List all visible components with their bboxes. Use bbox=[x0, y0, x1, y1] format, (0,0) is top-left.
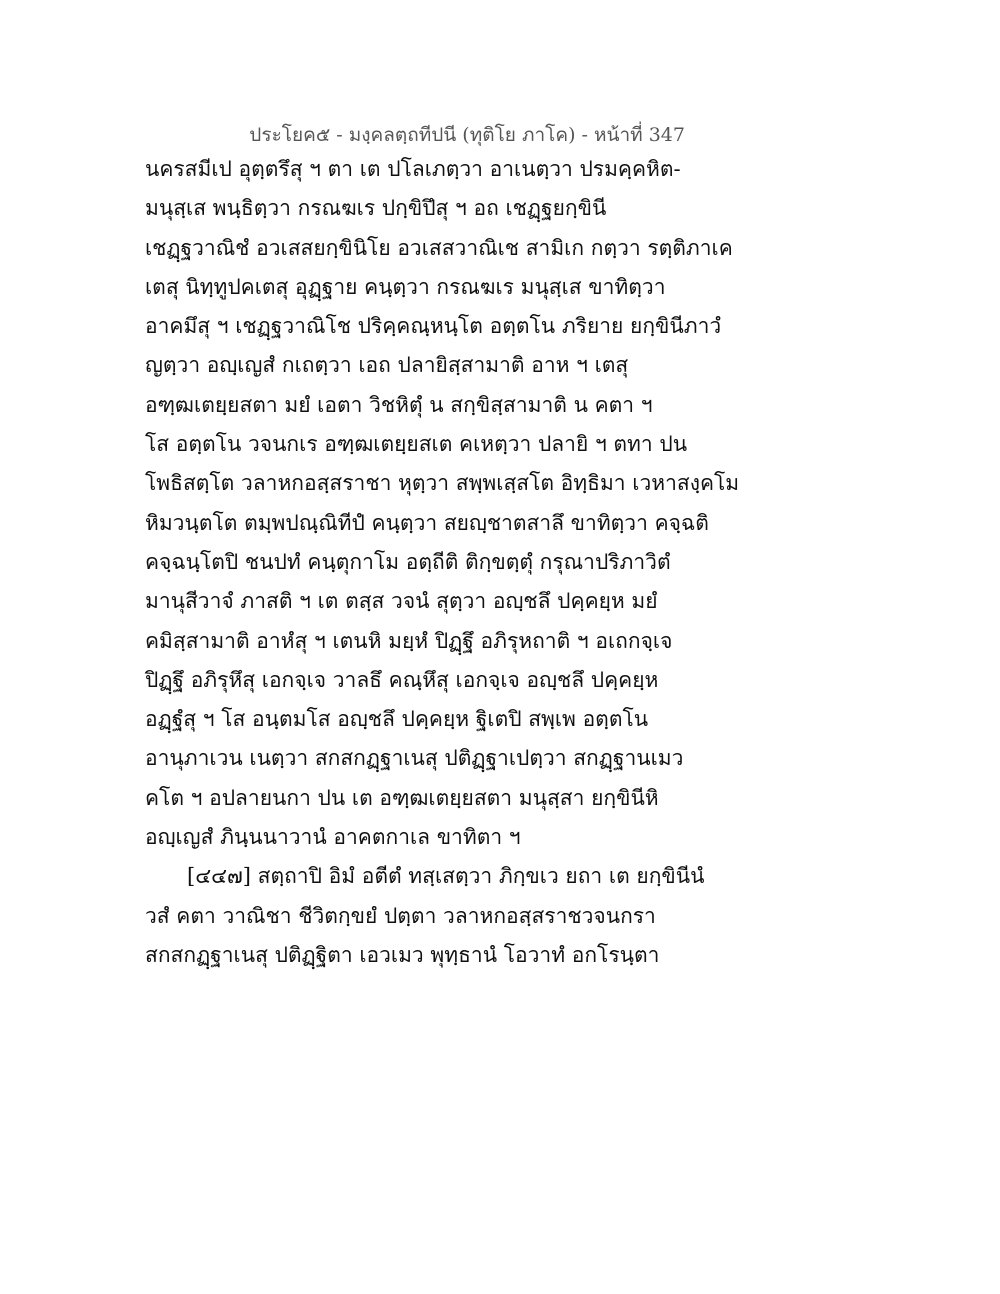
text-line: เชฏฺฐวาณิชํ อวเสสยกฺขินิโย อวเสสวาณิเช สามิเก กตฺวา รตฺติภาเค bbox=[145, 235, 733, 260]
paragraph-start-line: [๔๔๗] สตฺถาปิ อิมํ อตีตํ ทสฺเสตฺวา ภิกฺขเว ยถา เต ยกฺขินีนํ bbox=[187, 864, 705, 889]
page-header: ประโยค๕ - มงฺคลตฺถทีปนี (ทุติโย ภาโค) - หน้าที่ 347 bbox=[249, 124, 685, 146]
body-text bbox=[145, 150, 740, 975]
text-line: อานุภาเวน เนตฺวา สกสกฏฺฐาเนสุ ปติฏฺฐาเปตฺวา สกฏฺฐานเมว bbox=[145, 746, 684, 771]
text-line: สกสกฏฺฐาเนสุ ปติฏฺฐิตา เอวเมว พุทฺธานํ โอวาทํ อกโรนฺตา bbox=[145, 942, 660, 967]
text-line: นครสมีเป อุตฺตรึสุ ฯ ตา เต ปโลเภตฺวา อาเนตฺวา ปรมคฺคหิต- bbox=[145, 157, 681, 181]
text-line: คจฺฉนฺโตปิ ชนปทํ คนฺตุกาโม อตฺถีติ ติกฺขตฺตุํ กรุณาปริภาวิตํ bbox=[145, 549, 671, 574]
text-line: มานุสีวาจํ ภาสติ ฯ เต ตสฺส วจนํ สุตฺวา อญฺชลึ ปคฺคยฺห มยํ bbox=[145, 589, 658, 614]
text-line: โพธิสตฺโต วลาหกอสฺสราชา หุตฺวา สพฺพเสฺสโต อิทฺธิมา เวหาสงฺคโม bbox=[145, 471, 740, 496]
text-line: คโต ฯ อปลายนกา ปน เต อฑฺฒเตยฺยสตา มนุสฺสา ยกฺขินีหิ bbox=[145, 785, 659, 810]
text-line: อญฺเญสํ ภินฺนนาวานํ อาคตกาเล ขาทิตา ฯ bbox=[145, 825, 521, 850]
text-line: ปิฏฺฐึ อภิรุหึสุ เอกจฺเจ วาลธึ คณฺหึสุ เอกจฺเจ อญฺชลึ ปคฺคยฺห bbox=[145, 667, 659, 692]
text-line: คมิสฺสามาติ อาหํสุ ฯ เตนหิ มยฺหํ ปิฏฺฐึ อภิรุหถาติ ฯ อเถกจฺเจ bbox=[145, 628, 673, 653]
text-line: อฑฺฒเตยฺยสตา มยํ เอตา วิชหิตุํ น สกฺขิสฺสามาติ น คตา ฯ bbox=[145, 392, 653, 417]
text-line: ญตฺวา อญฺเญสํ กเถตฺวา เอถ ปลายิสฺสามาติ อาห ฯ เตสุ bbox=[145, 353, 629, 378]
text-line: วสํ คตา วาณิชา ชีวิตกฺขยํ ปตฺตา วลาหกอสฺสราชวจนกรา bbox=[145, 903, 656, 928]
text-line: หิมวนฺตโต ตมฺพปณฺณิทีปํ คนฺตฺวา สยญฺชาตสาลึ ขาทิตฺวา คจฺฉติ bbox=[145, 510, 709, 535]
text-line: มนุสฺเส พนฺธิตฺวา กรณฆเร ปกฺขิปึสุ ฯ อถ เชฏฺฐยกฺขินี bbox=[145, 196, 607, 221]
text-line: อาคมึสุ ฯ เชฏฺฐวาณิโช ปริคฺคณฺหนฺโต อตฺตโน ภริยาย ยกฺขินีภาวํ bbox=[145, 314, 722, 339]
text-line: อฏฺฐํสุ ฯ โส อนฺตมโส อญฺชลึ ปคฺคยฺห ฐิเตปิ สพฺเพ อตฺตโน bbox=[145, 707, 649, 732]
text-line: เตสุ นิทฺทูปคเตสุ อุฏฺฐาย คนฺตฺวา กรณฆเร มนุสฺเส ขาทิตฺวา bbox=[145, 274, 666, 299]
text-line: โส อตฺตโน วจนกเร อฑฺฒเตยฺยสเต คเหตฺวา ปลายิ ฯ ตทา ปน bbox=[145, 432, 688, 457]
